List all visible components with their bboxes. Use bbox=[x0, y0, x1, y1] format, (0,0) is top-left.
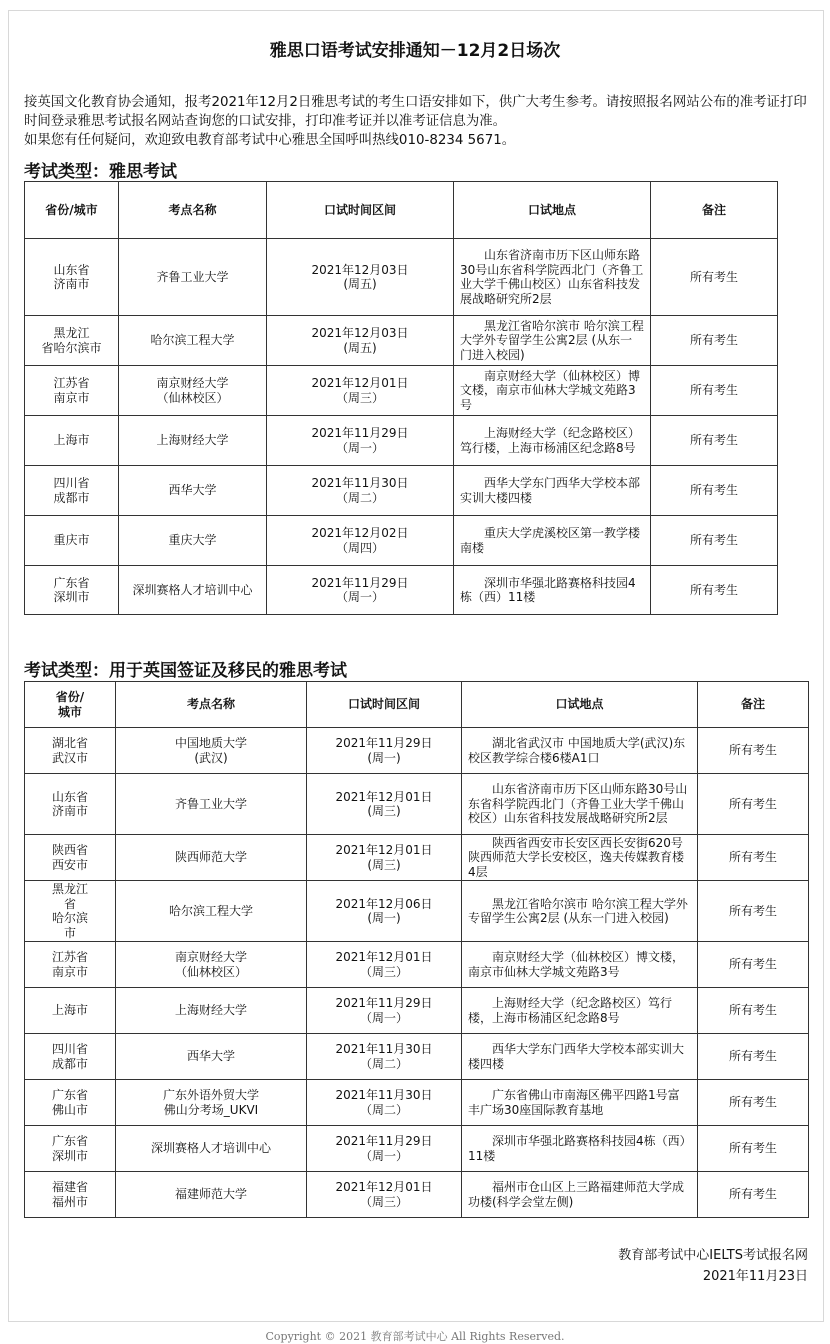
header-note: 备注 bbox=[651, 182, 778, 239]
table-row bbox=[25, 466, 778, 516]
cell-note bbox=[698, 835, 809, 881]
cell-province-text: 黑龙江 省 哈尔滨 市 bbox=[51, 882, 88, 940]
cell-note bbox=[651, 466, 778, 516]
cell-center bbox=[119, 466, 267, 516]
cell-note bbox=[651, 366, 778, 416]
cell-time-text: 2021年11月29日 （周一） bbox=[311, 426, 409, 455]
table-row bbox=[25, 416, 778, 466]
table-row bbox=[25, 316, 778, 366]
cell-note-text: 所有考生 bbox=[689, 433, 738, 448]
table-row bbox=[25, 881, 809, 942]
cell-location bbox=[454, 366, 651, 416]
cell-location bbox=[454, 416, 651, 466]
table-row bbox=[25, 1126, 809, 1172]
cell-note bbox=[651, 316, 778, 366]
cell-note-text: 所有考生 bbox=[728, 850, 777, 865]
cell-province-text: 湖北省 武汉市 bbox=[51, 736, 88, 765]
cell-location-text: 深圳市华强北路赛格科技园4栋（西）11楼 bbox=[468, 1134, 686, 1163]
cell-location-text: 山东省济南市历下区山师东路30号山东省科学院西北门（齐鲁工业大学千佛山校区）山东省科技发展战略研究所2层 bbox=[460, 248, 644, 306]
intro-text bbox=[24, 93, 814, 150]
cell-note-text: 所有考生 bbox=[728, 1003, 777, 1018]
cell-center-text: 深圳赛格人才培训中心 bbox=[150, 1141, 271, 1156]
cell-province bbox=[25, 942, 116, 988]
cell-time-text: 2021年12月01日 （周三） bbox=[335, 950, 433, 979]
cell-note-text: 所有考生 bbox=[689, 333, 738, 348]
cell-province bbox=[25, 566, 119, 615]
cell-center bbox=[116, 988, 307, 1034]
cell-note-text: 所有考生 bbox=[689, 533, 738, 548]
cell-center bbox=[119, 366, 267, 416]
cell-note bbox=[698, 1080, 809, 1126]
cell-province-text: 福建省 福州市 bbox=[51, 1180, 88, 1209]
cell-time-text: 2021年12月06日 (周一) bbox=[335, 896, 433, 925]
table-row bbox=[25, 1034, 809, 1080]
cell-note bbox=[698, 774, 809, 835]
cell-province-text: 上海市 bbox=[51, 1003, 88, 1018]
cell-location bbox=[462, 1172, 698, 1218]
cell-time-text: 2021年11月30日 （周二） bbox=[335, 1042, 433, 1071]
cell-province-text: 江苏省 南京市 bbox=[51, 950, 88, 979]
schedule-table-ielts bbox=[24, 181, 778, 615]
cell-location-text: 陕西省西安市长安区西长安街620号陕西师范大学长安校区，逸夫传媒教育楼4层 bbox=[468, 835, 685, 879]
table-row bbox=[25, 942, 809, 988]
cell-province-text: 广东省 深圳市 bbox=[51, 1134, 88, 1163]
cell-time-text: 2021年12月02日 （周四） bbox=[311, 526, 409, 555]
cell-location-text: 上海财经大学（纪念路校区）笃行楼，上海市杨浦区纪念路8号 bbox=[460, 426, 641, 455]
table-header-row bbox=[25, 682, 809, 728]
cell-note bbox=[698, 942, 809, 988]
cell-location-text: 湖北省武汉市 中国地质大学(武汉)东校区教学综合楼6楼A1口 bbox=[468, 736, 686, 765]
cell-location-text: 南京财经大学（仙林校区）博文楼，南京市仙林大学城文苑路3号 bbox=[468, 950, 685, 979]
cell-center bbox=[116, 942, 307, 988]
cell-center bbox=[116, 728, 307, 774]
cell-province-text: 上海市 bbox=[53, 433, 90, 448]
cell-province bbox=[25, 516, 119, 566]
cell-note bbox=[651, 516, 778, 566]
cell-location bbox=[462, 1126, 698, 1172]
cell-time bbox=[267, 466, 454, 516]
table-row bbox=[25, 366, 778, 416]
cell-center bbox=[116, 774, 307, 835]
intro-paragraph-1: 接英国文化教育协会通知，报考2021年12月2日雅思考试的考生口语安排如下，供广大考生参考。请按照报名网站公布的准考证打印时间登录雅思考试报名网站查询您的口试安排，打印准考证并以准考证信息为准。 bbox=[24, 95, 807, 129]
cell-time-text: 2021年12月01日 （周三） bbox=[335, 1180, 433, 1209]
intro-paragraph-2: 如果您有任何疑问，欢迎致电教育部考试中心雅思全国呼叫热线010-8234 5671。 bbox=[24, 133, 516, 148]
table-row bbox=[25, 774, 809, 835]
cell-center bbox=[116, 881, 307, 942]
cell-location bbox=[462, 1080, 698, 1126]
header-location: 口试地点 bbox=[462, 682, 698, 728]
cell-note-text: 所有考生 bbox=[689, 582, 738, 597]
cell-province-text: 重庆市 bbox=[53, 533, 90, 548]
cell-location bbox=[462, 728, 698, 774]
cell-time bbox=[307, 774, 462, 835]
cell-note bbox=[651, 239, 778, 316]
cell-center-text: 齐鲁工业大学 bbox=[156, 269, 229, 284]
cell-location-text: 山东省济南市历下区山师东路30号山东省科学院西北门（齐鲁工业大学千佛山校区）山东省科技发展战略研究所2层 bbox=[468, 782, 688, 826]
footer-source: 教育部考试中心IELTS考试报名网 bbox=[618, 1248, 808, 1263]
header-center: 考点名称 bbox=[116, 682, 307, 728]
cell-center-text: 中国地质大学 (武汉) bbox=[174, 736, 247, 765]
cell-time-text: 2021年11月30日 （周二） bbox=[311, 476, 409, 505]
cell-center-text: 陕西师范大学 bbox=[174, 850, 247, 865]
cell-note-text: 所有考生 bbox=[728, 1141, 777, 1156]
cell-center-text: 福建师范大学 bbox=[174, 1187, 247, 1202]
cell-location-text: 西华大学东门西华大学校本部实训大楼四楼 bbox=[468, 1042, 685, 1071]
cell-note-text: 所有考生 bbox=[689, 383, 738, 398]
cell-province-text: 陕西省 西安市 bbox=[51, 843, 88, 872]
cell-center-text: 西华大学 bbox=[168, 483, 217, 498]
cell-center-text: 南京财经大学 （仙林校区） bbox=[174, 950, 247, 979]
cell-time bbox=[267, 239, 454, 316]
cell-province bbox=[25, 881, 116, 942]
cell-note bbox=[651, 416, 778, 466]
page-title: 雅思口语考试安排通知－12月2日场次 bbox=[269, 41, 561, 61]
cell-time-text: 2021年12月01日 (周三) bbox=[335, 843, 433, 872]
cell-province-text: 山东省 济南市 bbox=[53, 262, 90, 291]
cell-location bbox=[462, 1034, 698, 1080]
cell-province-text: 山东省 济南市 bbox=[51, 789, 88, 818]
table-row bbox=[25, 988, 809, 1034]
cell-note bbox=[698, 881, 809, 942]
cell-time-text: 2021年12月01日 （周三） bbox=[311, 376, 409, 405]
cell-province bbox=[25, 1126, 116, 1172]
header-location: 口试地点 bbox=[454, 182, 651, 239]
header-province: 省份/ 城市 bbox=[25, 682, 116, 728]
cell-location bbox=[462, 988, 698, 1034]
cell-location bbox=[462, 942, 698, 988]
cell-time bbox=[267, 566, 454, 615]
cell-center bbox=[119, 316, 267, 366]
cell-time-text: 2021年11月29日 （周一） bbox=[311, 575, 409, 604]
cell-location-text: 南京财经大学（仙林校区）博文楼，南京市仙林大学城文苑路3号 bbox=[460, 368, 641, 412]
cell-time bbox=[267, 516, 454, 566]
cell-time bbox=[307, 1080, 462, 1126]
cell-location bbox=[462, 835, 698, 881]
cell-location-text: 福州市仓山区上三路福建师范大学成功楼(科学会堂左侧) bbox=[468, 1180, 685, 1209]
cell-time-text: 2021年11月29日 (周一) bbox=[335, 736, 433, 765]
cell-province bbox=[25, 1080, 116, 1126]
cell-location bbox=[454, 239, 651, 316]
cell-province bbox=[25, 466, 119, 516]
section-heading-ukvi: 考试类型：用于英国签证及移民的雅思考试 bbox=[24, 661, 347, 681]
copyright-text: Copyright © 2021 教育部考试中心 All Rights Reserved. bbox=[265, 1330, 565, 1343]
cell-note-text: 所有考生 bbox=[728, 957, 777, 972]
cell-center bbox=[119, 566, 267, 615]
cell-time bbox=[267, 316, 454, 366]
cell-time bbox=[267, 366, 454, 416]
cell-time-text: 2021年12月01日 (周三) bbox=[335, 789, 433, 818]
cell-time bbox=[307, 1034, 462, 1080]
cell-center-text: 上海财经大学 bbox=[174, 1003, 247, 1018]
schedule-table-ukvi bbox=[24, 681, 809, 1218]
table-row bbox=[25, 1172, 809, 1218]
header-time: 口试时间区间 bbox=[307, 682, 462, 728]
cell-center-text: 南京财经大学 （仙林校区） bbox=[156, 376, 229, 405]
table-row bbox=[25, 1080, 809, 1126]
cell-time bbox=[307, 942, 462, 988]
table-header-row bbox=[25, 182, 778, 239]
cell-center-text: 齐鲁工业大学 bbox=[174, 796, 247, 811]
cell-province bbox=[25, 416, 119, 466]
cell-location-text: 西华大学东门西华大学校本部 实训大楼四楼 bbox=[460, 476, 641, 505]
cell-province-text: 四川省 成都市 bbox=[53, 476, 90, 505]
table-row bbox=[25, 239, 778, 316]
cell-center bbox=[119, 516, 267, 566]
cell-center-text: 广东外语外贸大学 佛山分考场_UKVI bbox=[162, 1088, 259, 1117]
cell-time-text: 2021年12月03日 (周五) bbox=[311, 326, 409, 355]
cell-center-text: 哈尔滨工程大学 bbox=[150, 333, 235, 348]
cell-time bbox=[307, 881, 462, 942]
cell-province-text: 江苏省 南京市 bbox=[53, 376, 90, 405]
cell-note-text: 所有考生 bbox=[728, 903, 777, 918]
cell-note-text: 所有考生 bbox=[689, 269, 738, 284]
cell-center-text: 深圳赛格人才培训中心 bbox=[132, 582, 253, 597]
cell-location-text: 黑龙江省哈尔滨市 哈尔滨工程大学外专留学生公寓2层 (从东一门进入校园) bbox=[460, 318, 644, 362]
cell-center-text: 西华大学 bbox=[186, 1049, 235, 1064]
footer-date: 2021年11月23日 bbox=[702, 1269, 808, 1284]
cell-time-text: 2021年11月29日 （周一） bbox=[335, 1134, 433, 1163]
table-row bbox=[25, 566, 778, 615]
cell-note bbox=[698, 1126, 809, 1172]
cell-location-text: 黑龙江省哈尔滨市 哈尔滨工程大学外专留学生公寓2层 (从东一门进入校园) bbox=[468, 896, 688, 925]
cell-location bbox=[462, 881, 698, 942]
cell-center bbox=[116, 1034, 307, 1080]
cell-note bbox=[651, 566, 778, 615]
cell-province-text: 广东省 佛山市 bbox=[51, 1088, 88, 1117]
cell-center-text: 哈尔滨工程大学 bbox=[168, 903, 253, 918]
cell-note-text: 所有考生 bbox=[728, 796, 777, 811]
header-province: 省份/城市 bbox=[25, 182, 119, 239]
table-row bbox=[25, 516, 778, 566]
cell-province bbox=[25, 1172, 116, 1218]
cell-time bbox=[307, 1172, 462, 1218]
cell-note-text: 所有考生 bbox=[728, 743, 777, 758]
cell-location bbox=[462, 774, 698, 835]
cell-location-text: 上海财经大学（纪念路校区）笃行楼，上海市杨浦区纪念路8号 bbox=[468, 996, 673, 1025]
cell-province bbox=[25, 835, 116, 881]
section-heading-ielts: 考试类型：雅思考试 bbox=[24, 162, 177, 182]
cell-time-text: 2021年11月30日 （周二） bbox=[335, 1088, 433, 1117]
cell-location-text: 重庆大学虎溪校区第一教学楼南楼 bbox=[460, 526, 641, 555]
cell-center bbox=[116, 835, 307, 881]
cell-time bbox=[307, 1126, 462, 1172]
cell-location-text: 广东省佛山市南海区佛平四路1号富丰广场30座国际教育基地 bbox=[468, 1088, 680, 1117]
cell-note bbox=[698, 1172, 809, 1218]
cell-province bbox=[25, 316, 119, 366]
cell-province bbox=[25, 239, 119, 316]
cell-location-text: 深圳市华强北路赛格科技园4栋（西）11楼 bbox=[460, 575, 636, 604]
cell-note-text: 所有考生 bbox=[728, 1095, 777, 1110]
cell-province bbox=[25, 988, 116, 1034]
header-note: 备注 bbox=[698, 682, 809, 728]
cell-center bbox=[116, 1080, 307, 1126]
cell-province-text: 黑龙江 省哈尔滨市 bbox=[41, 326, 102, 355]
cell-province-text: 广东省 深圳市 bbox=[53, 575, 90, 604]
cell-location bbox=[454, 566, 651, 615]
cell-center-text: 上海财经大学 bbox=[156, 433, 229, 448]
cell-note-text: 所有考生 bbox=[689, 483, 738, 498]
cell-province bbox=[25, 774, 116, 835]
cell-time bbox=[307, 835, 462, 881]
cell-location bbox=[454, 316, 651, 366]
table-row bbox=[25, 728, 809, 774]
cell-time-text: 2021年12月03日 (周五) bbox=[311, 262, 409, 291]
cell-center bbox=[116, 1126, 307, 1172]
header-center: 考点名称 bbox=[119, 182, 267, 239]
cell-note bbox=[698, 988, 809, 1034]
cell-province-text: 四川省 成都市 bbox=[51, 1042, 88, 1071]
cell-center bbox=[119, 239, 267, 316]
cell-time bbox=[307, 988, 462, 1034]
cell-location bbox=[454, 516, 651, 566]
cell-province bbox=[25, 366, 119, 416]
header-time: 口试时间区间 bbox=[267, 182, 454, 239]
cell-location bbox=[454, 466, 651, 516]
table-row bbox=[25, 835, 809, 881]
cell-note-text: 所有考生 bbox=[728, 1049, 777, 1064]
cell-note bbox=[698, 1034, 809, 1080]
cell-note bbox=[698, 728, 809, 774]
cell-time-text: 2021年11月29日 （周一） bbox=[335, 996, 433, 1025]
cell-province bbox=[25, 1034, 116, 1080]
cell-time bbox=[267, 416, 454, 466]
cell-province bbox=[25, 728, 116, 774]
cell-center-text: 重庆大学 bbox=[168, 533, 217, 548]
cell-note-text: 所有考生 bbox=[728, 1187, 777, 1202]
cell-time bbox=[307, 728, 462, 774]
cell-center bbox=[119, 416, 267, 466]
cell-center bbox=[116, 1172, 307, 1218]
